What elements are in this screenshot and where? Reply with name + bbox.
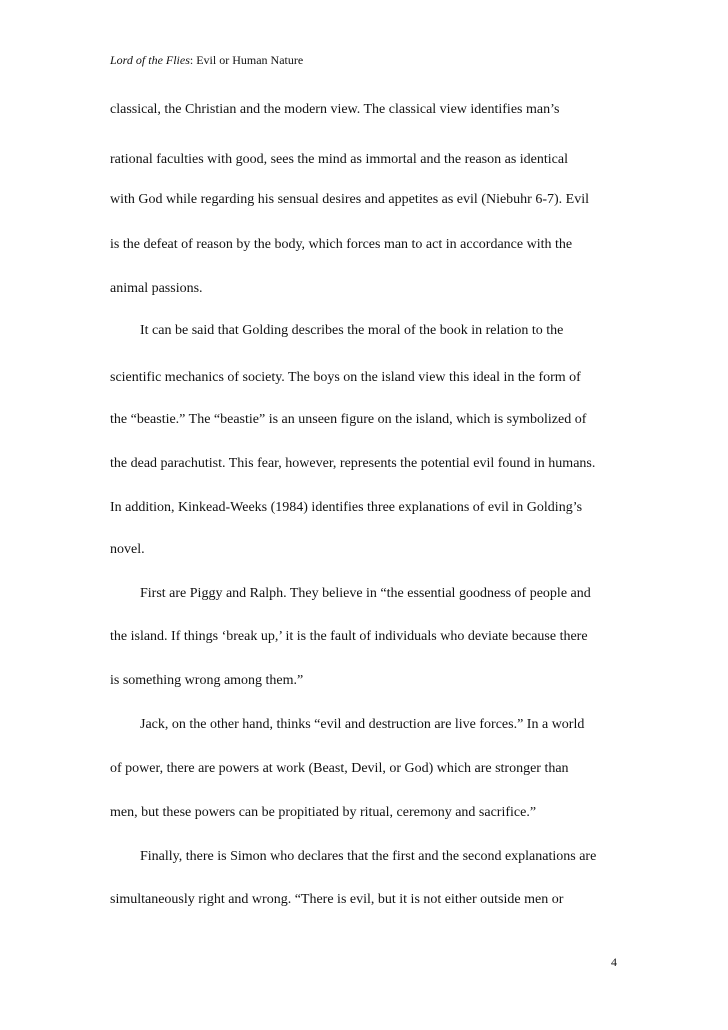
- text-line: Jack, on the other hand, thinks “evil and destruction are live forces.” In a world: [140, 717, 585, 732]
- text-line: of power, there are powers at work (Beast, Devil, or God) which are stronger than: [110, 761, 569, 776]
- text-line: simultaneously right and wrong. “There is evil, but it is not either outside men or: [110, 892, 564, 907]
- text-line: scientific mechanics of society. The boys on the island view this ideal in the form of: [110, 370, 581, 385]
- text-line: is something wrong among them.”: [110, 673, 304, 688]
- text-line: animal passions.: [110, 281, 203, 296]
- text-line: rational faculties with good, sees the mind as immortal and the reason as identical: [110, 152, 568, 167]
- text-line: classical, the Christian and the modern view. The classical view identifies man’s: [110, 102, 560, 117]
- text-line: It can be said that Golding describes the moral of the book in relation to the: [140, 323, 564, 338]
- text-line: the “beastie.” The “beastie” is an unseen figure on the island, which is symbolized of: [110, 412, 587, 427]
- text-line: First are Piggy and Ralph. They believe in “the essential goodness of people and: [140, 586, 591, 601]
- running-header: [110, 52, 303, 68]
- text-line: with God while regarding his sensual desires and appetites as evil (Niebuhr 6-7). Evil: [110, 192, 589, 207]
- page-number: 4: [611, 955, 617, 969]
- text-line: the island. If things ‘break up,’ it is the fault of individuals who deviate because there: [110, 629, 588, 644]
- text-line: men, but these powers can be propitiated by ritual, ceremony and sacrifice.”: [110, 805, 537, 820]
- text-line: is the defeat of reason by the body, which forces man to act in accordance with the: [110, 237, 573, 252]
- header-book-title: Lord of the Flies: [110, 53, 190, 67]
- text-line: In addition, Kinkead-Weeks (1984) identifies three explanations of evil in Golding’s: [110, 500, 583, 515]
- text-line: the dead parachutist. This fear, however, represents the potential evil found in humans.: [110, 456, 596, 471]
- text-line: novel.: [110, 542, 145, 557]
- text-line: Finally, there is Simon who declares that the first and the second explanations are: [140, 849, 597, 864]
- header-subtitle: : Evil or Human Nature: [189, 53, 304, 67]
